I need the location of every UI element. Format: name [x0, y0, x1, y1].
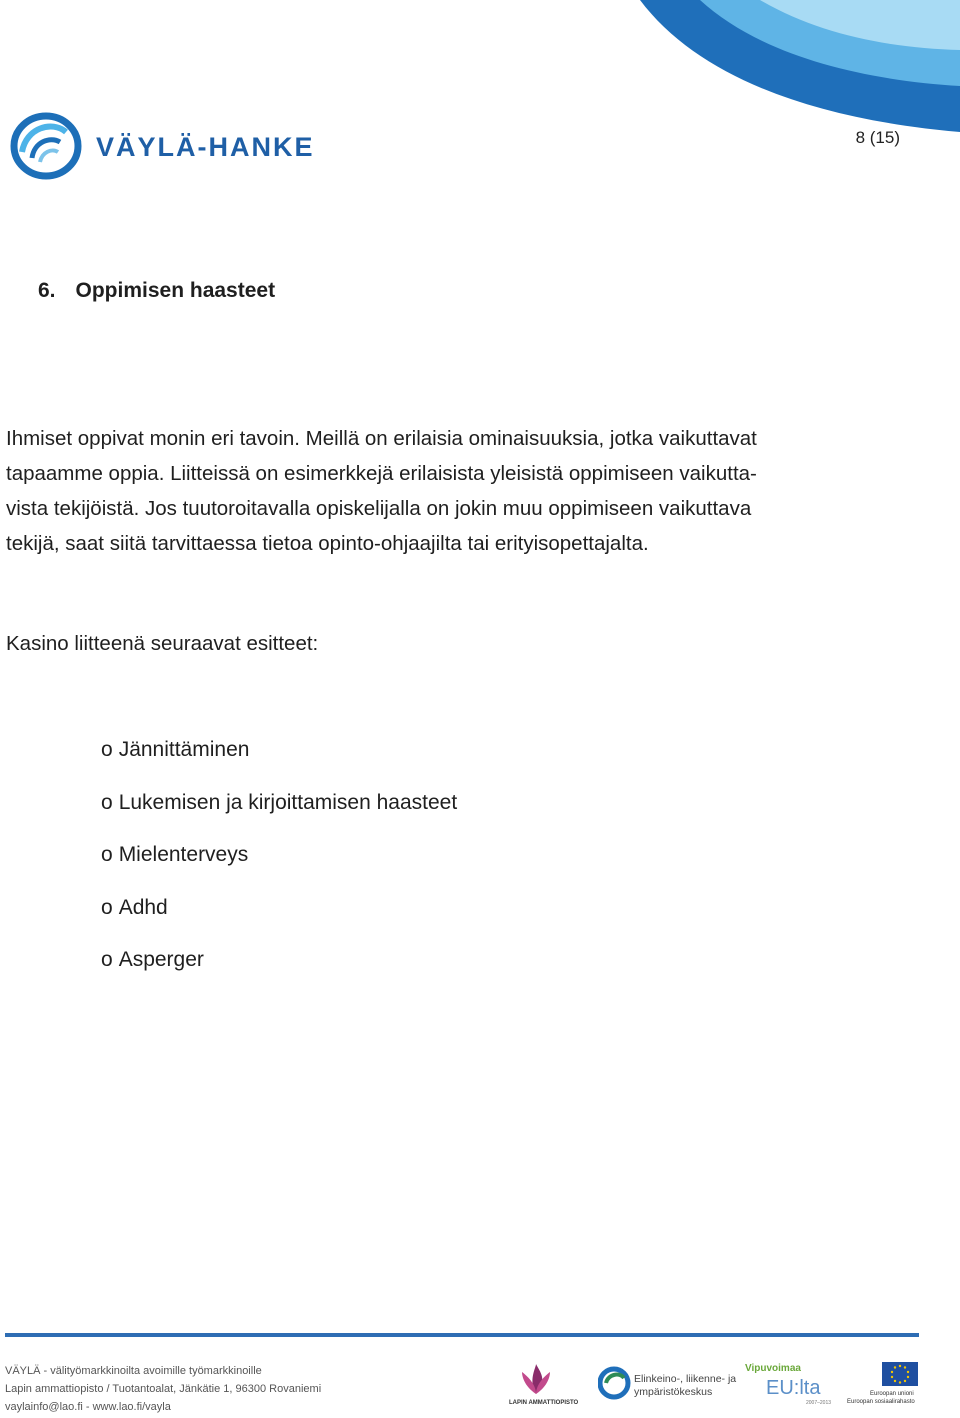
bullet-marker: o — [101, 843, 113, 866]
ely-keskus-logo — [598, 1360, 738, 1406]
ely-line1: Elinkeino-, liikenne- ja — [634, 1373, 737, 1385]
page-number: 8 (15) — [855, 128, 900, 147]
list-item-label: Adhd — [118, 895, 168, 919]
list-item-label: Jännittäminen — [118, 738, 250, 761]
section-title: Oppimisen haasteet — [75, 279, 276, 302]
vipuvoimaa-eu-logo — [744, 1360, 840, 1406]
eu-line1: Euroopan unioni — [870, 1391, 914, 1397]
footer-line-address: Lapin ammattiopisto / Tuotantoalat, Jänkätie 1, 96300 Rovaniemi — [5, 1383, 322, 1395]
ely-line2: ympäristökeskus — [634, 1386, 713, 1398]
lapin-ammattiopisto-logo — [508, 1360, 590, 1406]
list-item — [101, 948, 457, 1001]
footer-line-contact: vaylainfo@lao.fi - www.lao.fi/vayla — [5, 1401, 171, 1413]
section-number: 6. — [38, 279, 56, 302]
footer-line-project: VÄYLÄ - välityömarkkinoilta avoimille työmarkkinoille — [5, 1365, 262, 1377]
vipu-line2: EU:lta — [766, 1377, 821, 1399]
lapin-label: LAPIN AMMATTIOPISTO — [509, 1400, 579, 1406]
logo-text: VÄYLÄ-HANKE — [96, 132, 315, 162]
bullet-marker: o — [101, 948, 113, 971]
eu-social-fund-logo — [846, 1360, 922, 1406]
list-item-label: Mielenterveys — [118, 843, 249, 866]
body-line: Ihmiset oppivat monin eri tavoin. Meillä on erilaisia ominaisuuksia, jotka vaikuttavat — [6, 427, 757, 450]
list-item-label: Asperger — [118, 948, 204, 971]
footer-contact — [5, 1362, 321, 1416]
list-item — [101, 843, 457, 896]
list-item — [101, 791, 457, 844]
body-paragraph — [6, 421, 876, 561]
bullet-marker: o — [101, 895, 113, 919]
body-line: tapaamme oppia. Liitteissä on esimerkkejä erilaisista yleisistä oppimiseen vaikutta- — [6, 462, 757, 485]
footer-divider — [5, 1333, 919, 1337]
attachments-intro: Kasino liitteenä seuraavat esitteet: — [6, 632, 319, 655]
attachment-list — [101, 738, 457, 1001]
bullet-marker: o — [101, 738, 113, 761]
list-item — [101, 896, 457, 949]
vipu-line1: Vipuvoimaa — [745, 1363, 801, 1374]
vipu-years: 2007–2013 — [806, 1400, 832, 1406]
list-item-label: Lukemisen ja kirjoittamisen haasteet — [118, 790, 458, 814]
body-line: tekijä, saat siitä tarvittaessa tietoa opinto-ohjaajilta tai erityisopettajalta. — [6, 532, 649, 555]
vayla-hanke-logo — [8, 108, 328, 184]
body-line: vista tekijöistä. Jos tuutoroitavalla opiskelijalla on jokin muu oppimiseen vaikuttava — [6, 497, 752, 520]
eu-line2: Euroopan sosiaalirahasto — [847, 1399, 915, 1405]
bullet-marker: o — [101, 790, 113, 814]
section-heading — [38, 279, 275, 303]
list-item — [101, 738, 457, 791]
